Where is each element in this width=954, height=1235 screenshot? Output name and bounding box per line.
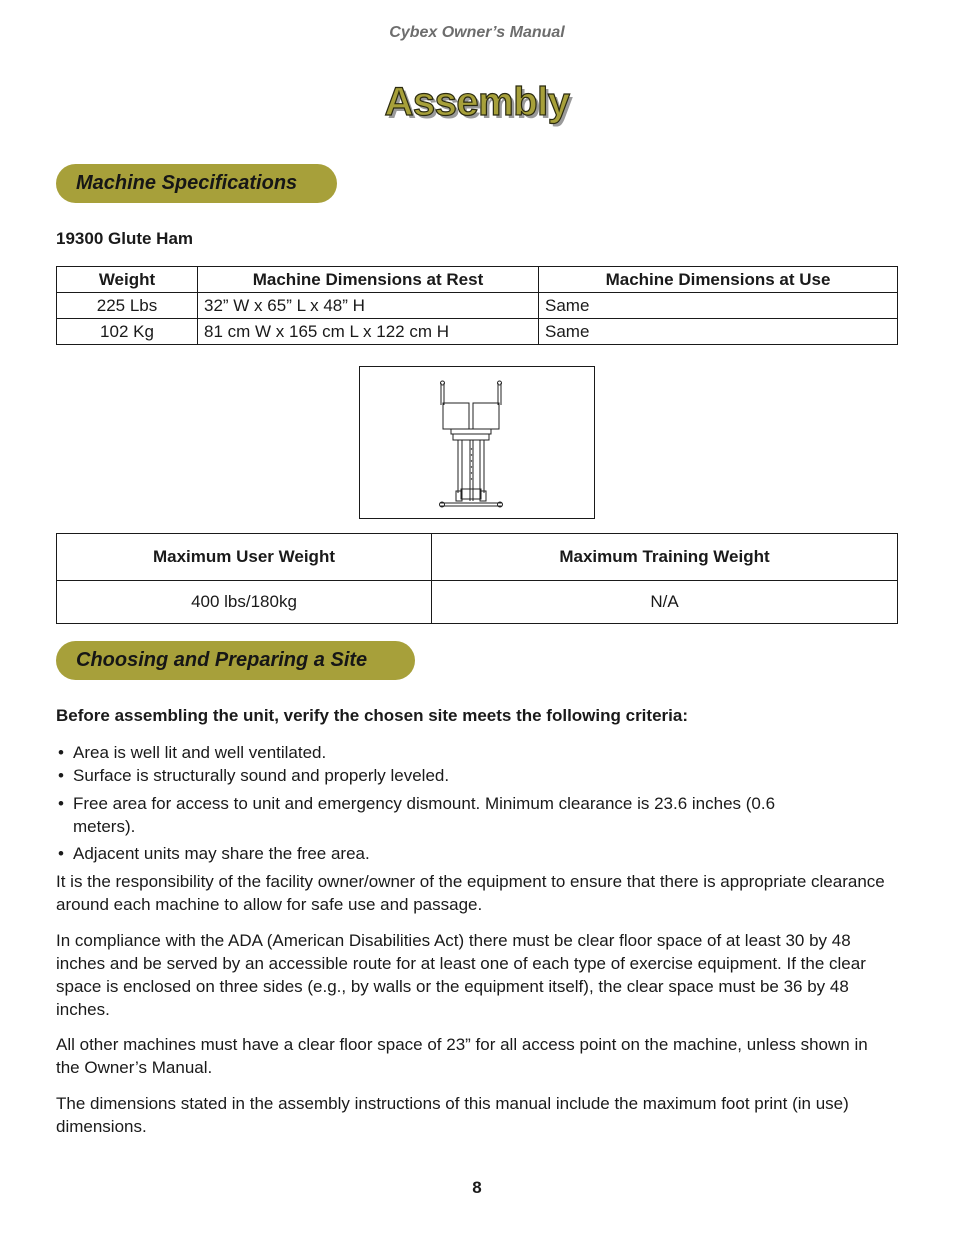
list-item-text: Surface is structurally sound and properly leveled. (73, 766, 450, 785)
page-title: Assembly (384, 80, 570, 124)
bullet-dot: • (58, 844, 64, 863)
spec-cell-use: Same (539, 293, 898, 319)
model-name: 19300 Glute Ham (56, 229, 194, 248)
limits-header-max-user-weight: Maximum User Weight (57, 534, 432, 581)
limits-header-max-training-weight: Maximum Training Weight (432, 534, 898, 581)
section-heading-choosing-site: Choosing and Preparing a Site (56, 641, 415, 680)
limits-cell-max-user-weight: 400 lbs/180kg (57, 581, 432, 624)
spec-cell-weight: 102 Kg (57, 319, 198, 345)
limits-cell-max-training-weight: N/A (432, 581, 898, 624)
spec-cell-rest: 32” W x 65” L x 48” H (198, 293, 539, 319)
paragraph: The dimensions stated in the assembly instructions of this manual include the maximum foot print (in use) dimensions. (56, 1094, 849, 1136)
table-row (57, 293, 898, 319)
paragraph: In compliance with the ADA (American Disabilities Act) there must be clear floor space of at least 30 by 48 inches and be served by an accessible route for at least one of each type of exercise equipment. If the clear space is enclosed on three sides (e.g., by walls or the equipment itself), the clear space must be 36 by 48 inches. (56, 931, 866, 1019)
spec-header-dimensions-rest: Machine Dimensions at Rest (198, 267, 539, 293)
running-header: Cybex Owner’s Manual (389, 24, 565, 41)
section-heading-machine-specifications: Machine Specifications (56, 164, 337, 203)
spec-cell-rest: 81 cm W x 165 cm L x 122 cm H (198, 319, 539, 345)
machine-illustration (359, 366, 595, 519)
limits-header-row (57, 534, 898, 581)
glute-ham-machine-drawing (360, 367, 594, 518)
table-row (57, 581, 898, 624)
list-item-text: Adjacent units may share the free area. (73, 844, 370, 863)
bullet-dot: • (58, 766, 64, 785)
spec-header-weight: Weight (57, 267, 198, 293)
list-item (58, 764, 878, 787)
spec-cell-weight: 225 Lbs (57, 293, 198, 319)
spec-table (56, 266, 898, 345)
weight-limits-table (56, 533, 898, 624)
list-item (58, 741, 878, 764)
list-item-text: Area is well lit and well ventilated. (73, 743, 327, 762)
table-row (57, 319, 898, 345)
bullet-dot: • (58, 743, 64, 762)
spec-header-dimensions-use: Machine Dimensions at Use (539, 267, 898, 293)
paragraph: It is the responsibility of the facility owner/owner of the equipment to ensure that there is appropriate clearance around each machine to allow for safe use and passage. (56, 872, 885, 914)
spec-table-header-row (57, 267, 898, 293)
list-item-text: Free area for access to unit and emergency dismount. Minimum clearance is 23.6 inches (0.6 meters). (73, 794, 776, 836)
spec-cell-use: Same (539, 319, 898, 345)
list-item (58, 842, 878, 865)
paragraph: All other machines must have a clear floor space of 23” for all access point on the machine, unless shown in the Owner’s Manual. (56, 1035, 868, 1077)
list-item (58, 792, 828, 838)
page-number: 8 (472, 1178, 482, 1197)
bullet-dot: • (58, 794, 64, 813)
criteria-lead: Before assembling the unit, verify the chosen site meets the following criteria: (56, 706, 688, 725)
